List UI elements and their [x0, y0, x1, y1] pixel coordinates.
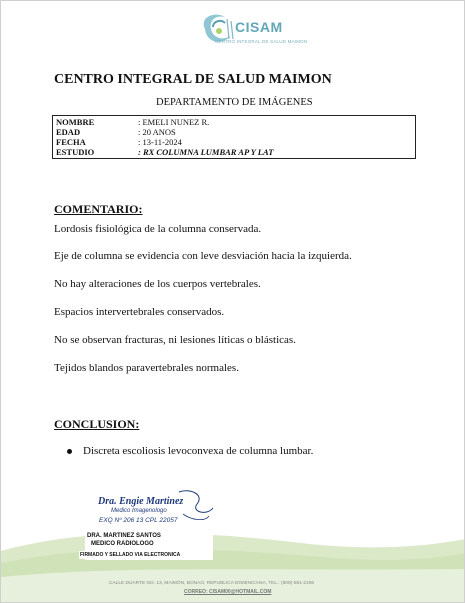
finding-line: Tejidos blandos paravertebrales normales.	[54, 362, 239, 374]
info-label: ESTUDIO	[56, 147, 95, 157]
conclusion-heading: CONCLUSION:	[54, 417, 140, 431]
info-value: : 20 ANOS	[138, 127, 176, 137]
department-name: DEPARTAMENTO DE IMÁGENES	[156, 97, 313, 108]
finding-line: Lordosis fisiológica de la columna conservada.	[54, 223, 262, 235]
finding-line: Espacios intervertebrales conservados.	[54, 306, 225, 318]
stamp-doctor-role: Medico Imagenologo	[111, 508, 167, 514]
finding-line: No hay alteraciones de los cuerpos vertebrales.	[54, 278, 261, 290]
info-value: : 13-11-2024	[138, 137, 182, 147]
finding-line: No se observan fracturas, ni lesiones líticas o blásticas.	[54, 334, 296, 346]
stamp-doctor-name: Dra. Engie Martinez	[98, 496, 184, 507]
page-title: CENTRO INTEGRAL DE SALUD MAIMON	[54, 72, 332, 87]
info-label: NOMBRE	[56, 117, 95, 127]
stamp-license-number: EXQ Nº 206 13 CPL 22057	[99, 517, 178, 524]
bullet-icon	[67, 449, 72, 454]
footer-address: CALLE DUARTE NO. 13, MAIMÓN, BONAO, REPUBLICA DOMINICANA, TEL.: (809)-551-2196	[109, 581, 315, 586]
finding-line: Eje de columna se evidencia con leve desviación hacia la izquierda.	[54, 250, 352, 262]
conclusion-item: Discreta escoliosis levoconvexa de columna lumbar.	[83, 445, 314, 457]
logo-text: CISAM	[235, 19, 283, 35]
comment-heading: COMENTARIO:	[54, 202, 143, 216]
footer-email-link[interactable]: CORREO: CISAM00@HOTMAIL.COM	[184, 589, 272, 595]
electronic-seal-note: FIRMADO Y SELLADO VIA ELECTRONICA	[80, 552, 181, 558]
doctor-specialty: MEDICO RADIOLOGO	[91, 541, 154, 547]
info-value: : RX COLUMNA LUMBAR AP Y LAT	[138, 147, 274, 157]
doctor-name: DRA. MARTINEZ SANTOS	[87, 533, 161, 539]
info-label: FECHA	[56, 137, 86, 147]
info-value: : EMELI NUNEZ R.	[138, 117, 210, 127]
patient-info-table	[52, 115, 416, 159]
info-label: EDAD	[56, 127, 81, 137]
logo-subtitle: CENTRO INTEGRAL DE SALUD MAIMON	[215, 39, 308, 44]
